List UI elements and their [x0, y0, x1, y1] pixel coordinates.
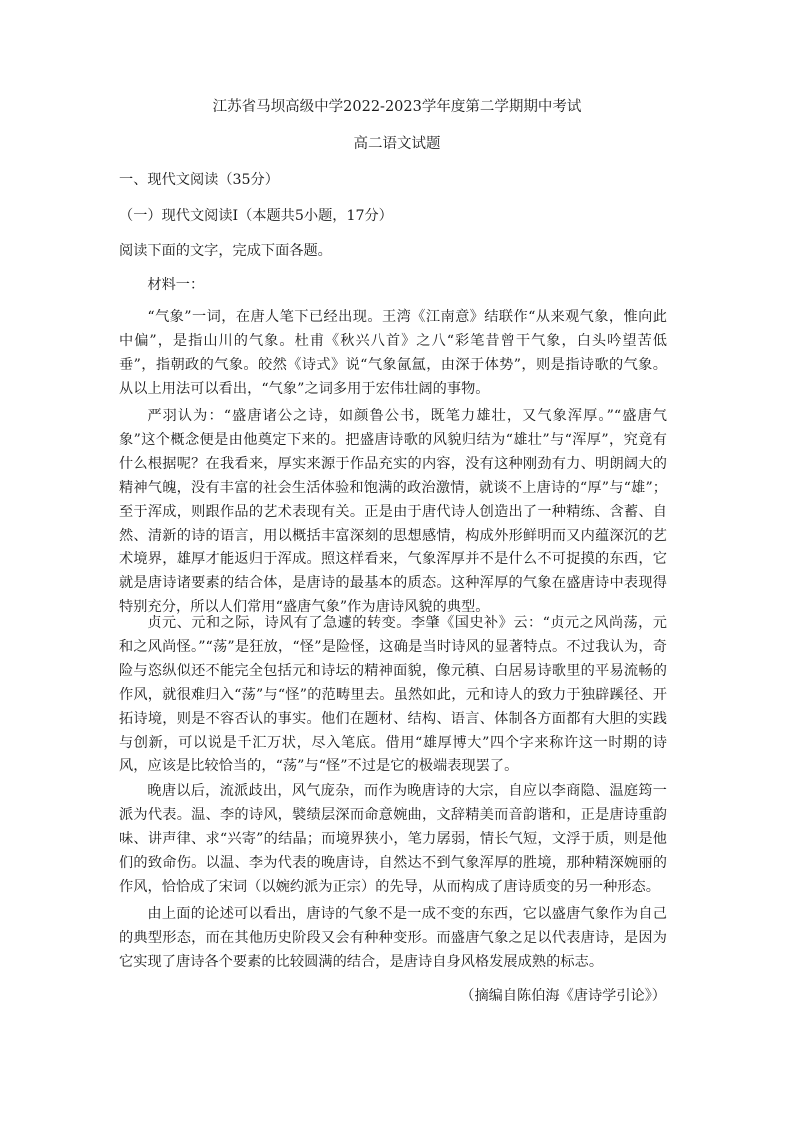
sub-section-heading: （一）现代文阅读Ⅰ（本题共5小题，17分） [119, 208, 393, 224]
paragraph-1: “气象”一词，在唐人笔下已经出现。王湾《江南意》结联作“从来观气象，惟向此中偏”，是指山川的气象。杜甫《秋兴八首》之八“彩笔昔曾干气象，白头吟望苦低垂”，指朝政的气象。皎然《诗式》说“气象氤氲，由深于体势”，则是指诗歌的气象。从以上用法可以看出，“气象”之词多用于宏伟壮阔的事物。 [119, 309, 667, 397]
section-heading: 一、现代文阅读（35分） [119, 172, 279, 188]
exam-title: 江苏省马坝高级中学2022-2023学年度第二学期期中考试 [212, 99, 582, 115]
exam-subtitle: 高二语文试题 [353, 136, 441, 152]
paragraph-4: 晚唐以后，流派歧出，风气庞杂，而作为晚唐诗的大宗，自应以李商隐、温庭筠一派为代表。温、李的诗风，襞绩层深而命意婉曲，文辞精美而音韵谐和，正是唐诗重韵味、讲声律、求“兴寄”的结晶；而境界狭小，笔力孱弱，情长气短，文浮于质，则是他们的致命伤。以温、李为代表的晚唐诗，自然达不到气象浑厚的胜境，那种精深婉丽的作风，恰恰成了宋词（以婉约派为正宗）的先导，从而构成了唐诗质变的另一种形态。 [119, 783, 667, 895]
paragraph-5: 由上面的论述可以看出，唐诗的气象不是一成不变的东西，它以盛唐气象作为自己的典型形态，而在其他历史阶段又会有种种变形。而盛唐气象之足以代表唐诗，是因为它实现了唐诗各个要素的比较圆满的结合，是唐诗自身风格发展成熟的标志。 [119, 906, 667, 970]
source-citation: （摘编自陈伯海《唐诗学引论》） [460, 988, 666, 1004]
paragraph-3: 贞元、元和之际，诗风有了急遽的转变。李肇《国史补》云：“贞元之风尚荡，元和之风尚怪。”“荡”是狂放，“怪”是险怪，这确是当时诗风的显著特点。不过我认为，奇险与恣纵似还不能完全包括元和诗坛的精神面貌，像元稹、白居易诗歌里的平易流畅的作风，就很难归入“荡”与“怪”的范畴里去。虽然如此，元和诗人的致力于独辟蹊径、开拓诗境，则是不容否认的事实。他们在题材、结构、语言、体制各方面都有大胆的实践与创新，可以说是千汇万状，尽入笔底。借用“雄厚博大”四个字来称许这一时期的诗风，应该是比较恰当的，“荡”与“怪”不过是它的极端表现罢了。 [119, 615, 667, 775]
paragraph-2: 严羽认为：“盛唐诸公之诗，如颜鲁公书，既笔力雄壮，又气象浑厚。”“盛唐气象”这个概念便是由他奠定下来的。把盛唐诗歌的风貌归结为“雄壮”与“浑厚”，究竟有什么根据呢？在我看来，厚实来源于作品充实的内容，没有这种刚劲有力、明朗阔大的精神气魄，没有丰富的社会生活体验和饱满的政治激情，就谈不上唐诗的“厚”与“雄”；至于浑成，则跟作品的艺术表现有关。正是由于唐代诗人创造出了一种精练、含蓄、自然、清新的诗的语言，用以概括丰富深刻的思想感情，构成外形鲜明而又内蕴深沉的艺术境界，雄厚才能返归于浑成。照这样看来，气象浑厚并不是什么不可捉摸的东西，它就是唐诗诸要素的结合体，是唐诗的最基本的质态。这种浑厚的气象在盛唐诗中表现得特别充分，所以人们常用“盛唐气象”作为唐诗风貌的典型。 [119, 408, 667, 616]
instruction-text: 阅读下面的文字，完成下面各题。 [119, 243, 332, 259]
material-label: 材料一： [147, 277, 205, 293]
